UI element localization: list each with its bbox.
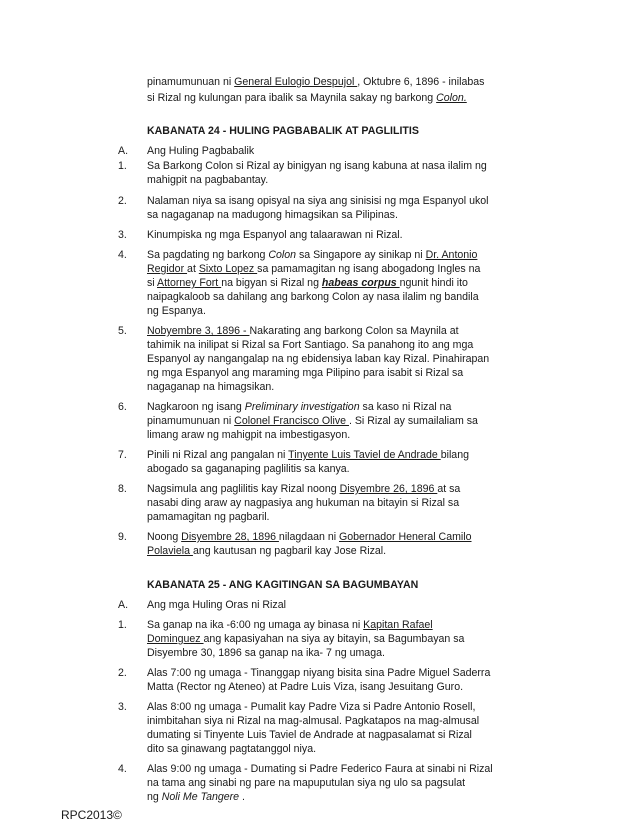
sub-letter: A.	[118, 599, 129, 611]
link-taviel[interactable]: Tinyente Luis Taviel de Andrade	[288, 449, 441, 461]
text-italic: Preliminary investigation	[244, 401, 363, 413]
link-attorney-fort[interactable]: Attorney Fort	[157, 277, 222, 289]
item-text: nasabi ding araw ay nagpasiya ang hukuman na bitayin si Rizal sa	[147, 497, 460, 509]
item-number: 7.	[118, 449, 127, 461]
text: bilang	[440, 449, 469, 461]
item-text: Sa Barkong Colon si Rizal ay binigyan ng isang kabuna at nasa ilalim ng	[147, 160, 487, 172]
item-number: 6.	[118, 401, 127, 413]
item-text: limang araw ng mahigpit na imbestigasyon.	[147, 429, 351, 441]
text-italic: Noli Me Tangere	[161, 791, 240, 803]
item-number: 3.	[118, 229, 127, 241]
item-text: ng mga Espanyol ang maraming mga Pilipino para isabit si Rizal sa	[147, 367, 464, 379]
item-number: 2.	[118, 667, 127, 679]
item-text: dumating si Tinyente Luis Taviel de Andrade at nagpasalamat si Rizal	[147, 729, 472, 741]
item-text	[147, 415, 478, 428]
link-nobyembre[interactable]: Nobyembre 3, 1896 -	[147, 325, 250, 337]
text: nilagdaan ni	[278, 531, 340, 543]
item-text: Alas 9:00 ng umaga - Dumating si Padre Federico Faura at sinabi ni Rizal	[147, 763, 493, 775]
text: Nakarating ang barkong Colon sa Maynila at	[249, 325, 459, 337]
link-habeas-corpus[interactable]: habeas corpus	[321, 277, 400, 289]
text: Nagkaroon ng isang	[147, 401, 245, 413]
chapter-25-heading: KABANATA 25 - ANG KAGITINGAN SA BAGUMBAYAN	[147, 579, 419, 591]
item-text	[147, 449, 469, 462]
item-text: naipagkaloob sa dahilang ang barkong Colon ay nasa ilalim ng bandila	[147, 291, 479, 303]
item-text: abogado sa gaganaping paglilitis sa kanya.	[147, 463, 350, 475]
item-number: 8.	[118, 483, 127, 495]
item-text: Alas 7:00 ng umaga - Tinanggap niyang bisita sina Padre Miguel Saderra	[147, 667, 491, 679]
link-disyembre-28[interactable]: Disyembre 28, 1896	[181, 531, 279, 543]
text: pinamumunuan ni	[147, 415, 235, 427]
item-text: ng Espanya.	[147, 305, 206, 317]
text: Sa pagdating ng barkong	[147, 249, 269, 261]
link-polaviela[interactable]: Gobernador Heneral Camilo	[339, 531, 472, 543]
chapter-24-heading: KABANATA 24 - HULING PAGBABALIK AT PAGLILITIS	[147, 125, 419, 137]
text: . Si Rizal ay sumailaliam sa	[348, 415, 478, 427]
intro-line-2	[147, 92, 467, 105]
item-number: 9.	[118, 531, 127, 543]
text: na bigyan si Rizal ng	[221, 277, 322, 289]
item-text: dito sa ginawang pagtatanggol niya.	[147, 743, 317, 755]
link-disyembre-26[interactable]: Disyembre 26, 1896	[339, 483, 438, 495]
item-text: mahigpit na pagbabantay.	[147, 174, 269, 186]
item-text: Disyembre 30, 1896 sa ganap na ika- 7 ng umaga.	[147, 647, 385, 659]
footer-copyright: RPC2013©	[61, 808, 122, 822]
item-text	[147, 633, 464, 646]
item-text	[147, 263, 480, 276]
text-italic: Colon	[268, 249, 297, 261]
item-text: Kinumpiska ng mga Espanyol ang talaarawan ni Rizal.	[147, 229, 403, 241]
text: Pinili ni Rizal ang pangalan ni	[147, 449, 289, 461]
text: si	[147, 277, 158, 289]
item-text: tahimik na inilipat si Rizal sa Fort Santiago. Sa panahong ito ang mga	[147, 339, 474, 351]
item-text: inimbitahan siya ni Rizal na mag-almusal. Pagkatapos na mag-almusal	[147, 715, 480, 727]
link-colon[interactable]: Colon.	[436, 92, 467, 104]
sub-letter: A.	[118, 145, 129, 157]
text: Nagsimula ang paglilitis kay Rizal noong	[147, 483, 340, 495]
sub-title: Ang mga Huling Oras ni Rizal	[147, 599, 286, 611]
text: pinamumunuan ni	[147, 76, 235, 88]
item-text	[147, 545, 386, 558]
item-number: 4.	[118, 249, 127, 261]
item-text	[147, 277, 468, 290]
item-number: 2.	[118, 195, 127, 207]
item-text: nagaganap na himagsikan.	[147, 381, 275, 393]
text: at sa	[437, 483, 461, 495]
item-text	[147, 791, 245, 804]
link-olive[interactable]: Colonel Francisco Olive	[234, 415, 349, 427]
item-text: Alas 8:00 ng umaga - Pumalit kay Padre Viza si Padre Antonio Rosell,	[147, 701, 476, 713]
sub-title: Ang Huling Pagbabalik	[147, 145, 255, 157]
item-number: 1.	[118, 619, 127, 631]
item-text: Matta (Rector ng Ateneo) at Padre Luis Viza, isang Jesuitang Guro.	[147, 681, 464, 693]
text: ang kautusan ng pagbaril kay Jose Rizal.	[192, 545, 387, 557]
link-sixto-lopez[interactable]: Sixto Lopez	[198, 263, 258, 275]
item-text	[147, 531, 472, 544]
text: si Rizal ng kulungan para ibalik sa Maynila sakay ng barkong	[147, 92, 437, 104]
item-text	[147, 401, 451, 414]
item-text	[147, 325, 459, 338]
link-regidor[interactable]: Dr. Antonio	[425, 249, 478, 261]
item-number: 5.	[118, 325, 127, 337]
text: .	[239, 791, 245, 803]
item-text: Nalaman niya sa isang opisyal na siya ang sinisisi ng mga Espanyol ukol	[147, 195, 489, 207]
text: ang kapasiyahan na siya ay bitayin, sa Bagumbayan sa	[203, 633, 465, 645]
text: sa Singapore ay sinikap ni	[296, 249, 426, 261]
item-text: sa nagaganap na madugong himagsikan sa Pilipinas.	[147, 209, 398, 221]
text: Sa ganap na ika -6:00 ng umaga ay binasa ni	[147, 619, 364, 631]
item-text: pamamagitan ng pagbaril.	[147, 511, 270, 523]
text: ngunit hindi ito	[399, 277, 468, 289]
item-number: 4.	[118, 763, 127, 775]
item-number: 1.	[118, 160, 127, 172]
item-text	[147, 249, 477, 262]
item-number: 3.	[118, 701, 127, 713]
link-polaviela[interactable]: Polaviela	[147, 545, 193, 557]
link-dominguez[interactable]: Kapitan Rafael	[363, 619, 433, 631]
text: , Oktubre 6, 1896 - inilabas	[357, 76, 485, 88]
link-despujol[interactable]: General Eulogio Despujol	[234, 76, 358, 88]
text: sa kaso ni Rizal na	[362, 401, 452, 413]
link-dominguez[interactable]: Dominguez	[147, 633, 204, 645]
link-regidor[interactable]: Regidor	[147, 263, 188, 275]
text: at	[187, 263, 199, 275]
item-text: Espanyol ay nangangalap na ng ebidensiya laban kay Rizal. Pinahirapan	[147, 353, 490, 365]
item-text	[147, 483, 460, 496]
intro-line-1	[147, 76, 484, 89]
text: Noong	[147, 531, 182, 543]
text: sa pamamagitan ng isang abogadong Ingles na	[257, 263, 481, 275]
item-text	[147, 619, 433, 632]
text: ng	[147, 791, 162, 803]
item-text: na tama ang sinabi ng pare na mapuputulan siya ng ulo sa pagsulat	[147, 777, 466, 789]
